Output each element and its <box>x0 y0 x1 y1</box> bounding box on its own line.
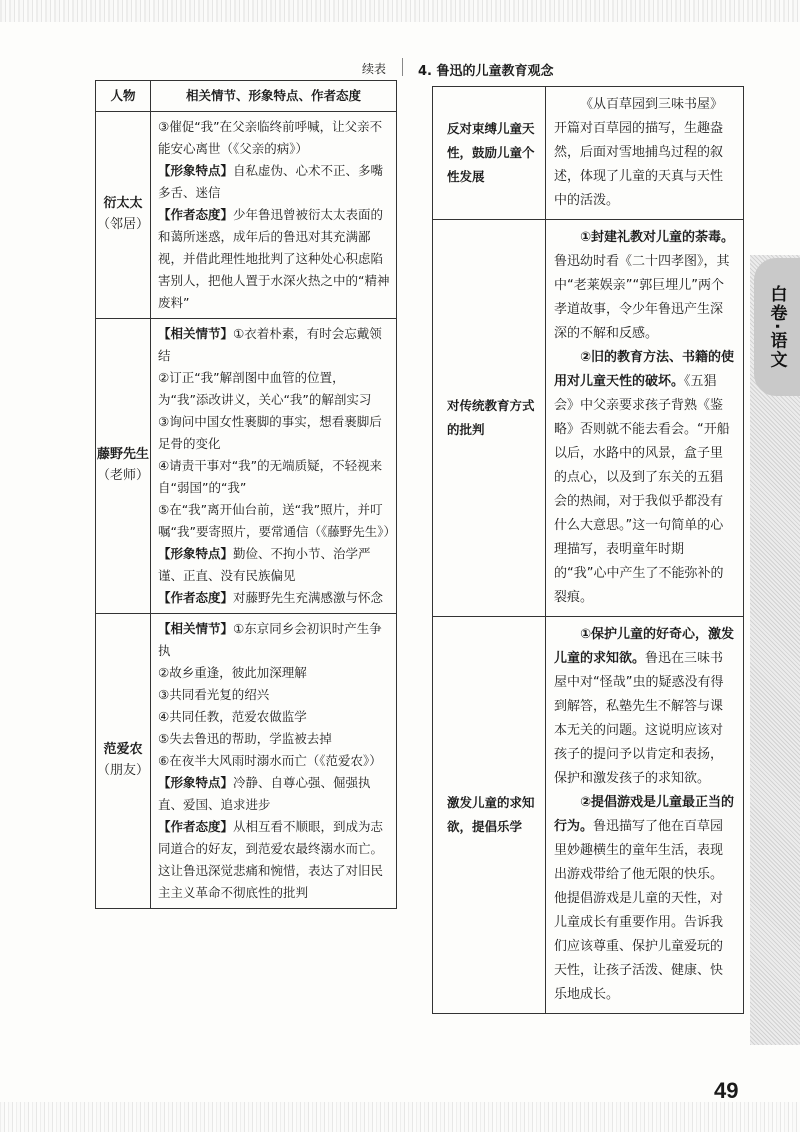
detail-line <box>158 728 390 750</box>
view-detail-cell <box>546 87 744 220</box>
detail-keyword: 【相关情节】 <box>158 621 234 636</box>
view-paragraph <box>554 93 735 213</box>
detail-text: ③共同看光复的绍兴 <box>158 687 270 702</box>
education-view-table <box>432 86 744 1014</box>
table-row <box>96 319 397 614</box>
side-tab-label: 白卷·语文 <box>766 284 787 370</box>
character-table-body <box>96 112 397 909</box>
view-detail-cell <box>546 617 744 1014</box>
detail-text: ⑤在“我”离开仙台前，送“我”照片，并叮嘱“我”要寄照片，要常通信（《藤野先生》） <box>158 502 396 539</box>
detail-line <box>158 772 390 816</box>
view-paragraph <box>554 791 735 1007</box>
detail-line <box>158 587 390 609</box>
view-paragraph <box>554 226 735 346</box>
detail-text: ⑥在夜半大风雨时溺水而亡（《范爱农》） <box>158 753 382 768</box>
view-text: 鲁迅描写了他在百草园里妙趣横生的童年生活，表现出游戏带给了他无限的快乐。他提倡游戏是儿童的天性，对儿童成长有重要作用。告诉我们应该尊重、保护儿童爱玩的天性，让孩子活泼、健康、快乐地成长。 <box>554 819 724 1002</box>
header-divider <box>402 58 403 76</box>
table-row <box>433 87 744 220</box>
detail-keyword: 【作者态度】 <box>158 590 234 605</box>
header-details: 相关情节、形象特点、作者态度 <box>151 81 397 112</box>
running-header-right: 4. 鲁迅的儿童教育观念 <box>418 64 554 79</box>
detail-text: ③询问中国女性裹脚的事实，想看裹脚后足骨的变化 <box>158 414 382 451</box>
character-table <box>95 80 397 909</box>
detail-line <box>158 411 390 455</box>
detail-line <box>158 160 390 204</box>
table-row <box>433 617 744 1014</box>
detail-traits: 自私虚伪、心术不正、多嘴多舌、迷信 <box>158 163 384 200</box>
detail-line <box>158 499 396 543</box>
detail-text: ④共同任教，范爱农做监学 <box>158 709 307 724</box>
character-relation: （邻居） <box>97 217 150 232</box>
detail-line <box>158 367 390 411</box>
detail-line <box>158 455 390 499</box>
character-relation: （朋友） <box>97 763 150 778</box>
education-table-body <box>433 87 744 1014</box>
detail-line <box>158 706 390 728</box>
detail-text: ②订正“我”解剖图中血管的位置，为“我”添改讲义，关心“我”的解剖实习 <box>158 370 372 407</box>
character-cell <box>96 112 151 319</box>
detail-line <box>158 684 390 706</box>
detail-keyword: 【形象特点】 <box>158 775 234 790</box>
view-paragraph <box>554 346 735 610</box>
detail-line <box>158 323 390 367</box>
view-keyword: ①保护儿童的好奇心，激发儿童的求知欲。 <box>554 627 735 666</box>
view-title-cell: 对传统教育方式的批判 <box>433 220 546 617</box>
detail-text: ④请责干事对“我”的无端质疑，不轻视来自“弱国”的“我” <box>158 458 383 495</box>
character-relation: （老师） <box>97 468 150 483</box>
view-text: 《五猖会》中父亲要求孩子背熟《鉴略》否则就不能去看会。“开船以后，水路中的风景，盒子里的点心，以及到了东关的五猖会的热闹，对于我似乎都没有什么大意思。”这一句简单的心理描写，表明童年时期的“我”心中产生了不能弥补的裂痕。 <box>554 374 730 605</box>
view-keyword: ②旧的教育方法、书籍的使用对儿童天性的破坏。 <box>554 350 735 389</box>
table-row <box>433 220 744 617</box>
character-name: 衍太太 <box>103 196 143 211</box>
detail-keyword: 【作者态度】 <box>158 819 234 834</box>
detail-keyword: 【形象特点】 <box>158 163 234 178</box>
detail-traits: 勤俭、不拘小节、治学严谨、正直、没有民族偏见 <box>158 546 371 583</box>
view-text: 《从百草园到三味书屋》开篇对百草园的描写，生趣盎然，后面对雪地捕鸟过程的叙述，体现了儿童的天真与天性中的活泼。 <box>554 97 724 208</box>
detail-text: 从相互看不顺眼，到成为志同道合的好友，到范爱农最终溺水而亡。这让鲁迅深觉悲痛和惋惜，表达了对旧民主主义革命不彻底性的批判 <box>158 819 384 900</box>
detail-line <box>158 204 390 314</box>
scan-noise-bottom <box>0 1102 800 1132</box>
table-row <box>96 112 397 319</box>
character-cell <box>96 614 151 909</box>
detail-line <box>158 750 390 772</box>
details-cell <box>151 614 397 909</box>
detail-keyword: 【相关情节】 <box>158 326 234 341</box>
detail-line <box>158 662 390 684</box>
detail-text: ②故乡重逢，彼此加深理解 <box>158 665 307 680</box>
detail-text: ⑤失去鲁迅的帮助，学监被去掉 <box>158 731 332 746</box>
detail-keyword: 【形象特点】 <box>158 546 234 561</box>
character-name: 藤野先生 <box>97 447 150 462</box>
detail-text: ③催促“我”在父亲临终前呼喊，让父亲不能安心离世（《父亲的病》） <box>158 119 383 156</box>
view-text: 鲁迅幼时看《二十四孝图》，其中“老莱娱亲”“郭巨埋儿”两个孝道故事，令少年鲁迅产生深深的不解和反感。 <box>554 254 730 341</box>
details-cell <box>151 319 397 614</box>
detail-text: ①东京同乡会初识时产生争执 <box>158 621 382 658</box>
view-title-cell: 激发儿童的求知欲，提倡乐学 <box>433 617 546 1014</box>
detail-text: ①衣着朴素，有时会忘戴领结 <box>158 326 382 363</box>
character-name: 范爱农 <box>103 742 143 757</box>
scan-noise-top <box>0 0 800 22</box>
detail-line <box>158 543 390 587</box>
detail-line <box>158 116 390 160</box>
view-keyword: ②提倡游戏是儿童最正当的行为。 <box>554 795 735 834</box>
view-detail-cell <box>546 220 744 617</box>
detail-traits: 冷静、自尊心强、倔强执直、爱国、追求进步 <box>158 775 371 812</box>
view-text: 鲁迅在三味书屋中对“怪哉”虫的疑惑没有得到解答，私塾先生不解答与课本无关的问题。这说明应该对孩子的提问予以肯定和表扬，保护和激发孩子的求知欲。 <box>554 651 724 786</box>
side-tab <box>754 258 800 396</box>
view-title-cell: 反对束缚儿童天性，鼓励儿童个性发展 <box>433 87 546 220</box>
character-cell <box>96 319 151 614</box>
running-header-left: 续表 <box>362 62 387 76</box>
details-cell <box>151 112 397 319</box>
view-keyword: ①封建礼教对儿童的荼毒。 <box>580 230 735 245</box>
detail-line <box>158 816 390 904</box>
table-row <box>96 614 397 909</box>
page-number: 49 <box>714 1078 739 1103</box>
detail-text: 对藤野先生充满感激与怀念 <box>233 590 384 605</box>
detail-keyword: 【作者态度】 <box>158 207 234 222</box>
detail-text: 少年鲁迅曾被衍太太表面的和蔼所迷惑，成年后的鲁迅对其充满鄙视，并借此理性地批判了这种处心积虑陷害别人，把他人置于水深火热之中的“精神废料” <box>158 207 390 310</box>
detail-line <box>158 618 390 662</box>
view-paragraph <box>554 623 735 791</box>
header-character: 人物 <box>96 81 151 112</box>
